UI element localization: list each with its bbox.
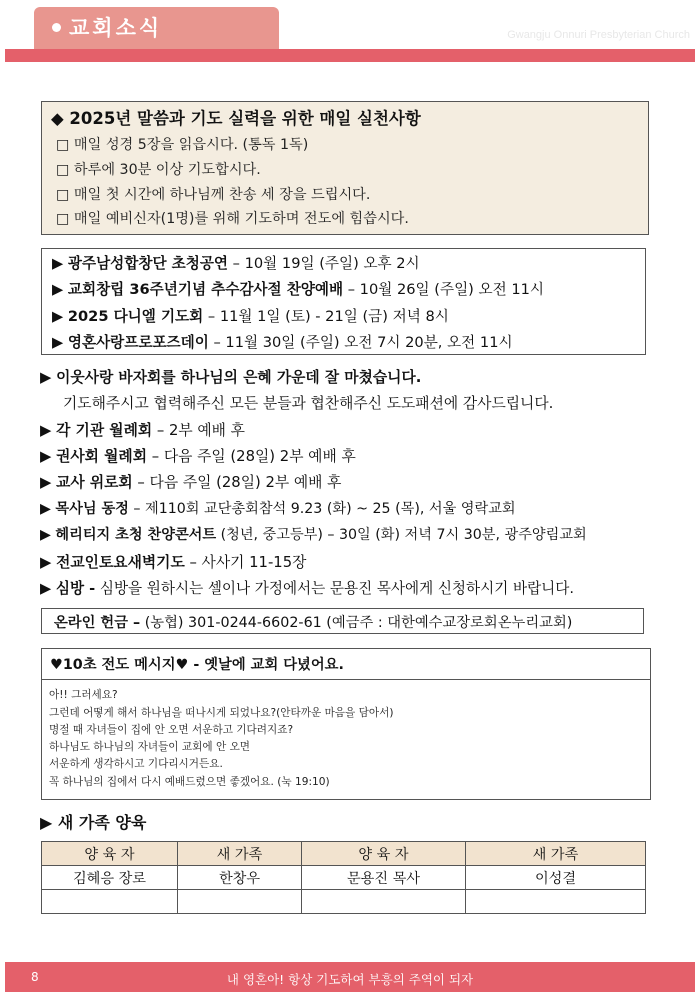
table-header-cell: 양 육 자 [302,842,466,866]
event-title: 2025 다니엘 기도회 [67,308,204,325]
header-bar [5,49,695,62]
message-line: 서운하게 생각하시고 기다리시거든요. [49,758,223,770]
footer-slogan: 내 영혼아! 항상 기도하여 부흥의 주역이 되자 [226,972,474,987]
notice-row: ▶ 헤리티지 초청 찬양콘서트 (청년, 중고등부) – 30일 (화) 저녁 7시 30분, 광주양림교회 [40,527,587,543]
table-cell: 김혜응 장로 [42,866,178,890]
notice-title: 헤리티지 초청 찬양콘서트 [55,527,217,543]
table-row [42,890,646,914]
adoption-title: ▶ 새 가족 양육 [40,813,147,832]
table-cell [466,890,646,914]
notice-detail: – 다음 주일 (28일) 2부 예배 후 [132,474,342,491]
page-title [52,12,162,42]
event-detail: – 11월 30일 (주일) 오전 7시 20분, 오전 11시 [208,334,513,351]
adoption-table [41,841,646,914]
notice-row [63,392,553,413]
practice-item: □ 하루에 30분 이상 기도합시다. [56,162,261,178]
notice-detail: 기도해주시고 협력해주신 모든 분들과 협찬해주신 도도패션에 감사드립니다. [63,395,554,412]
practice-item: □ 매일 예비신자(1명)를 위해 기도하며 전도에 힘씁시다. [56,211,409,227]
notice-detail: 심방을 원하시는 셀이나 가정에서는 문용진 목사에게 신청하시기 바랍니다. [95,580,574,597]
table-header-row [42,842,646,866]
notice-detail: (청년, 중고등부) – 30일 (화) 저녁 7시 30분, 광주양림교회 [216,527,587,543]
adoption-title-text: 새 가족 양육 [57,813,147,832]
table-header-cell: 양 육 자 [42,842,178,866]
table-cell [42,890,178,914]
church-name: Gwangju Onnuri Presbyterian Church [507,29,690,41]
notice-title: 심방 - [55,580,96,597]
notice-row: ▶ 각 기관 월례회 – 2부 예배 후 [40,422,245,439]
message-line: 꼭 하나님의 집에서 다시 예배드렸으면 좋겠어요. (눅 19:10) [49,776,330,788]
page-number: 8 [31,970,39,984]
notice-title: 권사회 월례회 [56,448,148,465]
notice-row: ▶ 이웃사랑 바자회를 하나님의 은혜 가운데 잘 마쳤습니다. [40,369,422,386]
table-header-cell: 새 가족 [178,842,302,866]
offering-detail: (농협) 301-0244-6602-61 (예금주 : 대한예수교장로회온누리교회) [140,615,573,631]
message-divider [42,679,650,680]
event-detail: – 10월 19일 (주일) 오후 2시 [228,255,420,272]
notice-title: 전교인토요새벽기도 [56,554,185,571]
event-detail: – 11월 1일 (토) - 21일 (금) 저녁 8시 [203,308,449,325]
notice-detail: – 사사기 11-15장 [184,554,307,571]
event-title: 교회창립 36주년기념 추수감사절 찬양예배 [67,281,344,298]
table-cell: 한창우 [178,866,302,890]
practice-title: ◆ 2025년 말씀과 기도 실력을 위한 매일 실천사항 [51,109,421,128]
table-cell [302,890,466,914]
table-cell: 이성결 [466,866,646,890]
message-line: 하나님도 하나님의 자녀들이 교회에 안 오면 [49,741,251,753]
table-cell [178,890,302,914]
page-title-text: 교회소식 [69,16,163,40]
message-line: 명절 때 자녀들이 집에 안 오면 서운하고 기다려지죠? [49,724,294,736]
notice-row: ▶ 목사님 동정 – 제110회 교단총회참석 9.23 (화) ~ 25 (목), 서울 영락교회 [40,501,516,517]
event-title: 광주남성합창단 초청공연 [67,255,229,272]
message-line: 아!! 그러세요? [49,689,118,701]
practice-item: □ 매일 성경 5장을 읽읍시다. (통독 1독) [56,137,309,153]
event-row: ▶ 교회창립 36주년기념 추수감사절 찬양예배 – 10월 26일 (주일) 오전 11시 [52,281,545,298]
notice-detail: – 제110회 교단총회참석 9.23 (화) ~ 25 (목), 서울 영락교회 [128,501,516,517]
offering-label: 온라인 헌금 – [54,615,141,631]
notice-detail: – 2부 예배 후 [152,422,245,439]
notice-row: ▶ 심방 - 심방을 원하시는 셀이나 가정에서는 문용진 목사에게 신청하시기 바랍니다. [40,580,574,597]
offering-info [54,612,572,632]
table-row [42,866,646,890]
notice-row: ▶ 교사 위로회 – 다음 주일 (28일) 2부 예배 후 [40,474,342,491]
notice-row: ▶ 전교인토요새벽기도 – 사사기 11-15장 [40,554,307,571]
message-title: ♥10초 전도 메시지♥ - 옛날에 교회 다녔어요. [50,657,344,673]
notice-title: 이웃사랑 바자회를 하나님의 은혜 가운데 잘 마쳤습니다. [56,369,422,386]
event-detail: – 10월 26일 (주일) 오전 11시 [343,281,545,298]
event-row: ▶ 광주남성합창단 초청공연 – 10월 19일 (주일) 오후 2시 [52,255,420,272]
notice-detail: – 다음 주일 (28일) 2부 예배 후 [147,448,356,465]
event-title: 영혼사랑프로포즈데이 [67,334,209,351]
event-row: ▶ 영혼사랑프로포즈데이 – 11월 30일 (주일) 오전 7시 20분, 오전 11시 [52,334,513,351]
event-row: ▶ 2025 다니엘 기도회 – 11월 1일 (토) - 21일 (금) 저녁 8시 [52,308,449,325]
notice-title: 목사님 동정 [55,501,129,517]
notice-title: 교사 위로회 [56,474,133,491]
practice-item: □ 매일 첫 시간에 하나님께 찬송 세 장을 드립시다. [56,187,371,203]
message-line: 그런데 어떻게 해서 하나님을 떠나시게 되었나요?(안타까운 마음을 담아서) [49,707,394,719]
notice-row: ▶ 권사회 월례회 – 다음 주일 (28일) 2부 예배 후 [40,448,356,465]
bullet-dot-icon [52,23,61,32]
table-header-cell: 새 가족 [466,842,646,866]
notice-title: 각 기관 월례회 [56,422,153,439]
table-cell: 문용진 목사 [302,866,466,890]
